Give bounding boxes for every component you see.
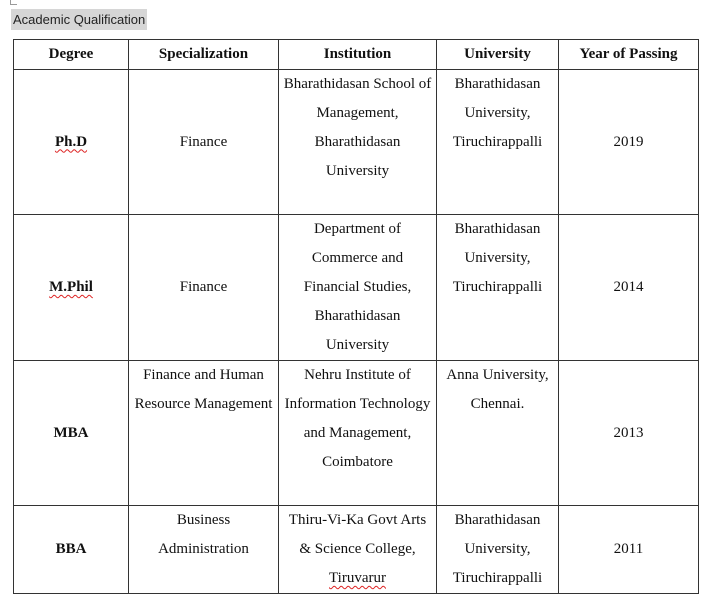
year-cell: 2019 (559, 70, 699, 215)
table-row (14, 70, 699, 215)
column-header-year: Year of Passing (559, 40, 699, 70)
institution-text: Thiru-Vi-Ka Govt Arts & Science College, Tiruvarur (288, 512, 427, 586)
specialization-cell: Finance (129, 215, 279, 361)
year-cell: 2014 (559, 215, 699, 361)
institution-cell: Nehru Institute of Information Technology and Management, Coimbatore (279, 361, 437, 506)
institution-cell (279, 506, 437, 594)
institution-cell: Bharathidasan School of Management, Bharathidasan University (279, 70, 437, 215)
university-cell: Bharathidasan University, Tiruchirappalli (437, 215, 559, 361)
year-cell: 2011 (559, 506, 699, 594)
specialization-cell: Finance (129, 70, 279, 215)
university-cell: Bharathidasan University, Tiruchirappalli (437, 506, 559, 594)
degree-cell (14, 70, 129, 215)
misspelled-word: Tiruvarur (329, 570, 386, 586)
qualification-table (13, 39, 699, 594)
column-header-specialization: Specialization (129, 40, 279, 70)
specialization-cell: Business Administration (129, 506, 279, 594)
degree-text: Ph.D (54, 133, 88, 150)
column-header-university: University (437, 40, 559, 70)
institution-cell: Department of Commerce and Financial Studies, Bharathidasan University (279, 215, 437, 361)
column-header-institution: Institution (279, 40, 437, 70)
section-heading: Academic Qualification (11, 9, 147, 30)
university-cell: Bharathidasan University, Tiruchirappalli (437, 70, 559, 215)
degree-cell (14, 215, 129, 361)
column-header-degree: Degree (14, 40, 129, 70)
university-cell: Anna University, Chennai. (437, 361, 559, 506)
specialization-cell: Finance and Human Resource Management (129, 361, 279, 506)
document-corner-mark (10, 0, 17, 5)
degree-cell: BBA (14, 506, 129, 594)
degree-text: M.Phil (49, 279, 93, 295)
table-row (14, 215, 699, 361)
table-header-row (14, 40, 699, 70)
year-cell: 2013 (559, 361, 699, 506)
table-row (14, 361, 699, 506)
degree-cell: MBA (14, 361, 129, 506)
table-row (14, 506, 699, 594)
